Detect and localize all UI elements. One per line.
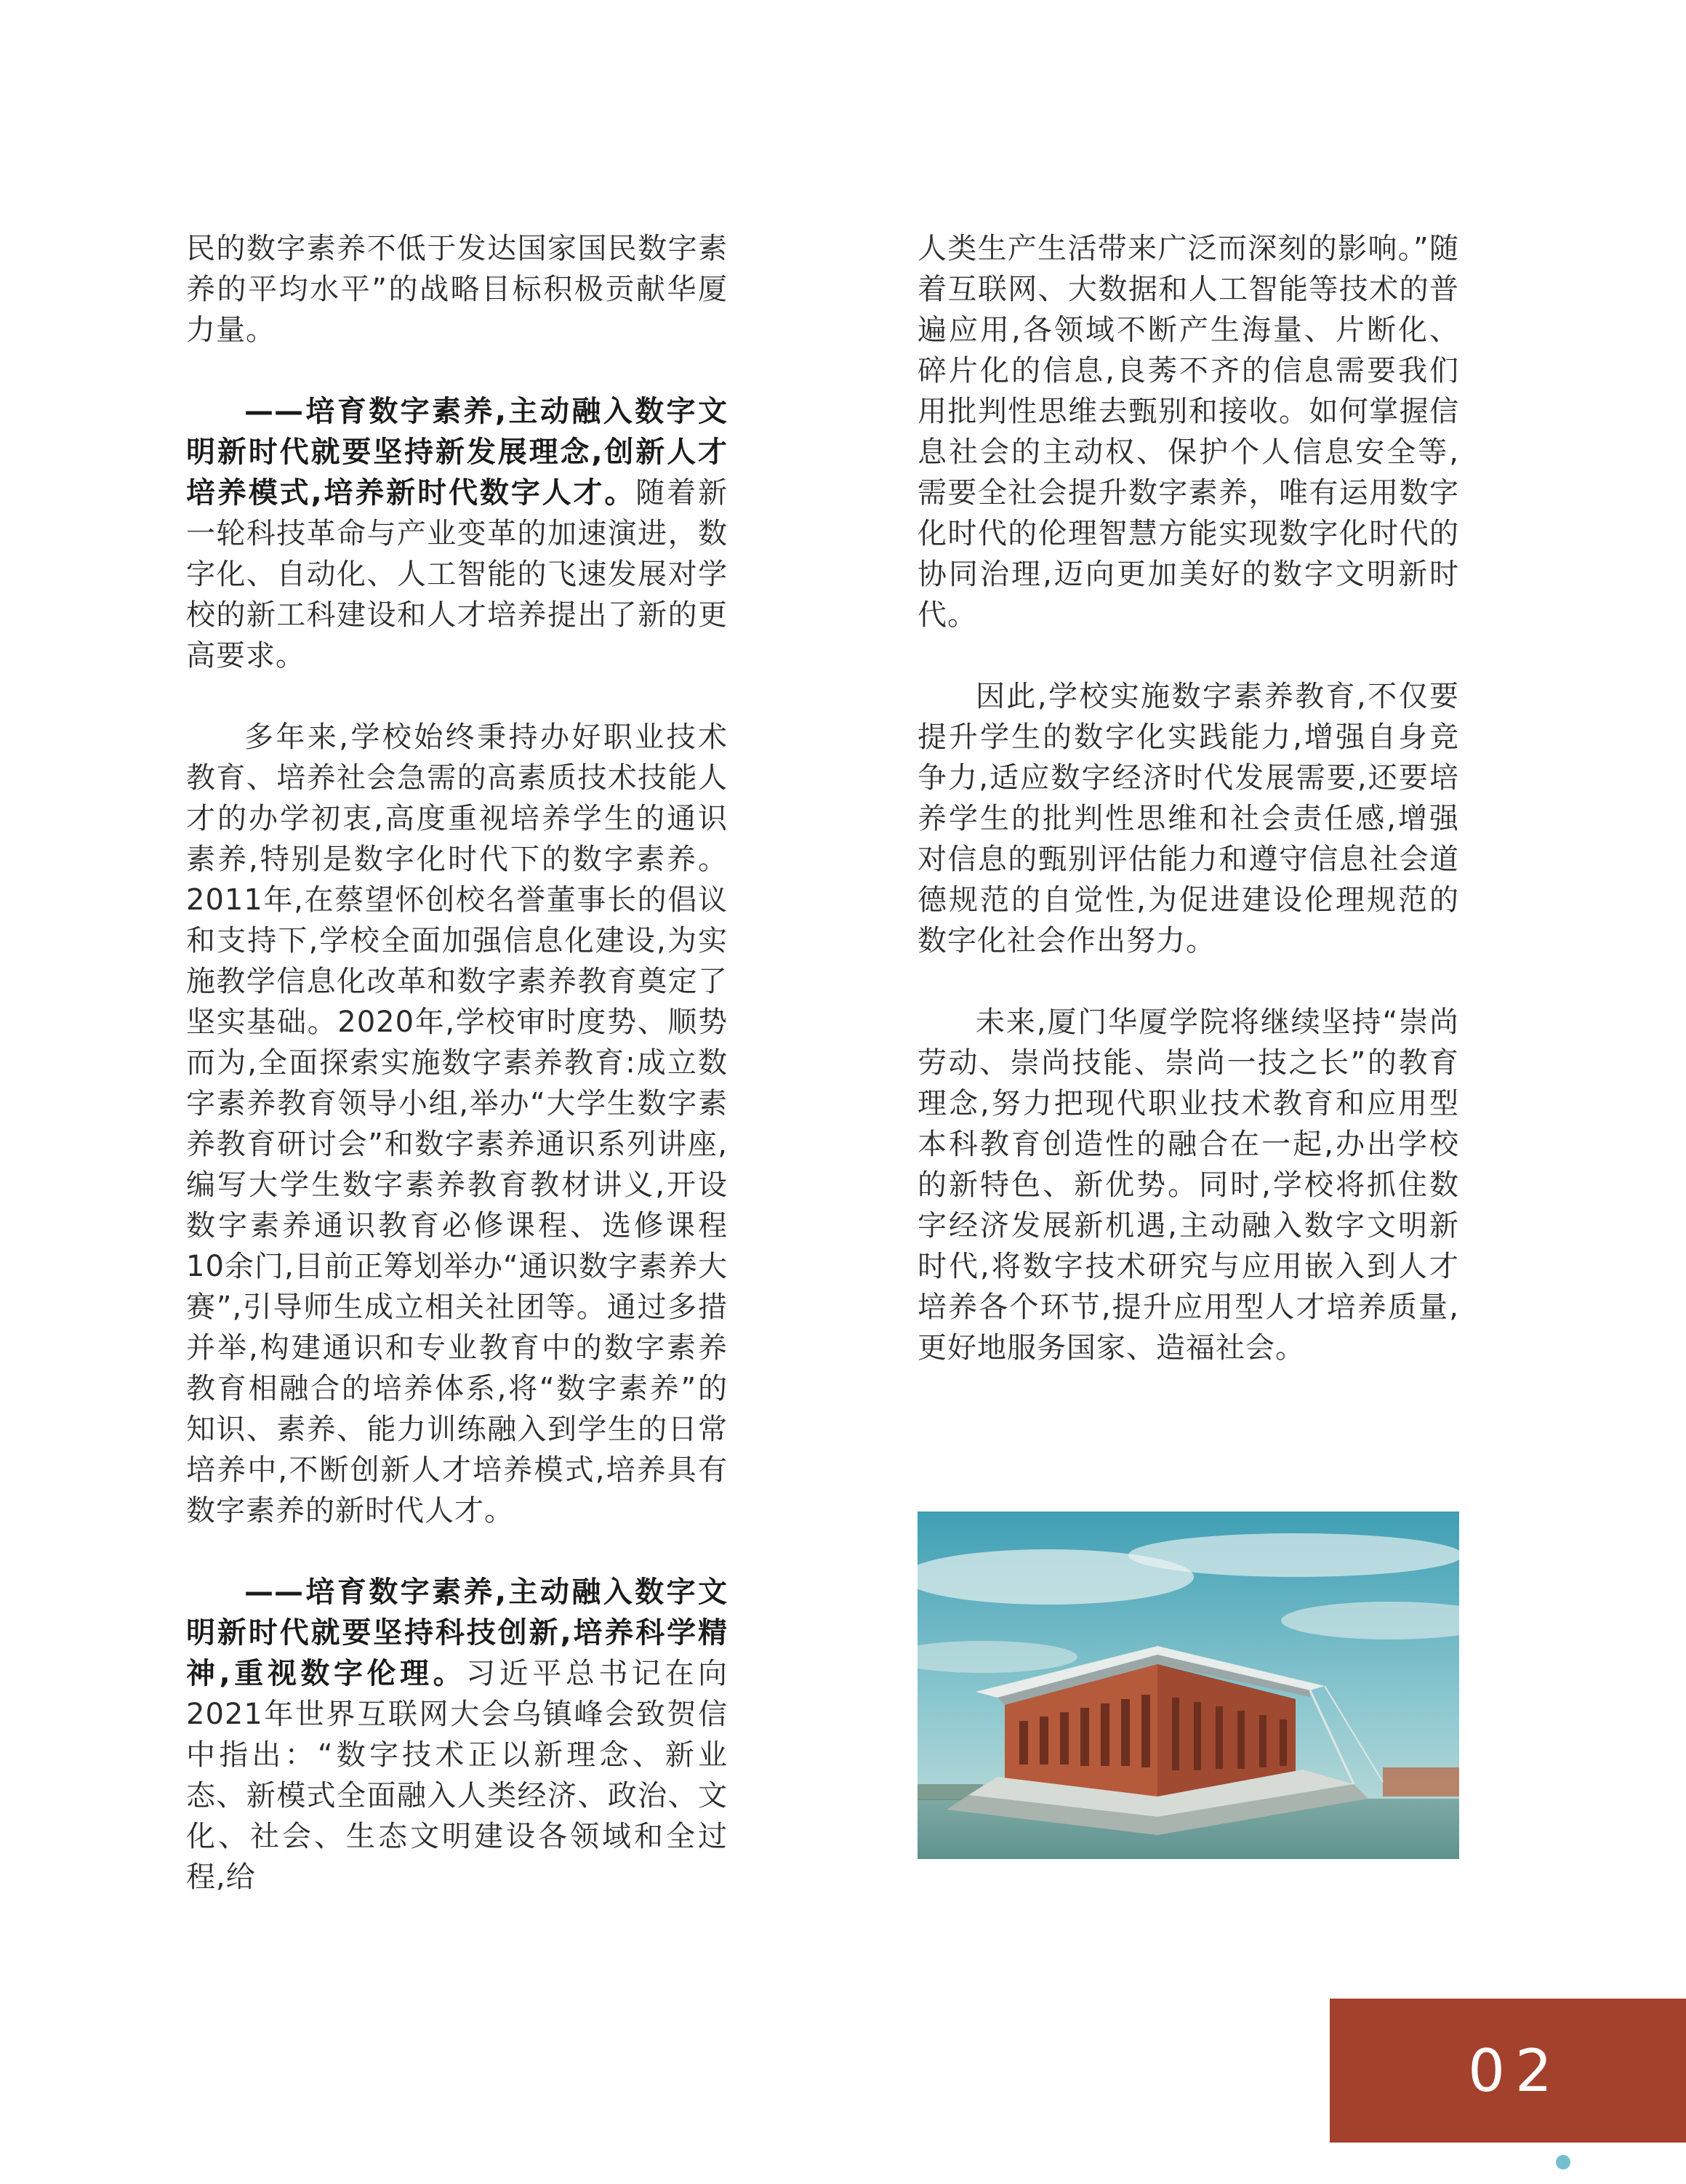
left-text-column	[186, 228, 728, 1938]
paragraph-continued: 民的数字素养不低于发达国家国民数字素养的平均水平”的战略目标积极贡献华厦力量。	[186, 232, 728, 347]
watermark-logo-icon	[1549, 2148, 1578, 2177]
paragraph-continued: 人类生产生活带来广泛而深刻的影响。”随着互联网、大数据和人工智能等技术的普遍应用,各领域不断产生海量、片断化、碎片化的信息,良莠不齐的信息需要我们用批判性思维去甄别和接收。如何掌握信息社会的主动权、保护个人信息安全等,需要全社会提升数字素养，唯有运用数字化时代的伦理智慧方能实现数字化时代的协同治理,迈向更加美好的数字文明新时代。	[918, 232, 1459, 632]
paragraph-heading-new-development	[186, 391, 728, 676]
watermark-text: 酷数据	[1583, 2152, 1651, 2177]
paragraph-heading-tech-innovation	[186, 1572, 728, 1898]
paragraph-body: 随着新一轮科技革命与产业变革的加速演进，数字化、自动化、人工智能的飞速发展对学校的新工科建设和人才培养提出了新的更高要求。	[186, 476, 728, 673]
campus-building-photo	[918, 1511, 1459, 1859]
paragraph-bold-lead: ——培育数字素养,主动融入数字文明新时代就要坚持科技创新,培养科学精神,重视数字伦理。	[186, 1575, 728, 1690]
right-text-column	[918, 228, 1459, 1409]
site-watermark	[1549, 2145, 1651, 2180]
paragraph-future: 未来,厦门华厦学院将继续坚持“崇尚劳动、崇尚技能、崇尚一技之长”的教育理念,努力把现代职业技术教育和应用型本科教育创造性的融合在一起,办出学校的新特色、新优势。同时,学校将抓住数字经济发展新机遇,主动融入数字文明新时代,将数字技术研究与应用嵌入到人才培养各个环节,提升应用型人才培养质量,更好地服务国家、造福社会。	[918, 1005, 1459, 1365]
paragraph-school-history: 多年来,学校始终秉持办好职业技术教育、培养社会急需的高素质技术技能人才的办学初衷,高度重视培养学生的通识素养,特别是数字化时代下的数字素养。2011年,在蔡望怀创校名誉董事长的倡议和支持下,学校全面加强信息化建设,为实施教学信息化改革和数字素养教育奠定了坚实基础。2020年,学校审时度势、顺势而为,全面探索实施数字素养教育:成立数字素养教育领导小组,举办“大学生数字素养教育研讨会”和数字素养通识系列讲座,编写大学生数字素养教育教材讲义,开设数字素养通识教育必修课程、选修课程10余门,目前正筹划举办“通识数字素养大赛”,引导师生成立相关社团等。通过多措并举,构建通识和专业教育中的数字素养教育相融合的培养体系,将“数字素养”的知识、素养、能力训练融入到学生的日常培养中,不断创新人才培养模式,培养具有数字素养的新时代人才。	[186, 720, 728, 1527]
page-number-box	[1330, 1999, 1686, 2143]
paragraph-bold-lead: ——培育数字素养,主动融入数字文明新时代就要坚持新发展理念,创新人才培养模式,培养新时代数字人才。	[186, 395, 728, 510]
page-number: 02	[1468, 2036, 1562, 2105]
paragraph-body: 习近平总书记在向2021年世界互联网大会乌镇峰会致贺信中指出：“数字技术正以新理念、新业态、新模式全面融入人类经济、政治、文化、社会、生态文明建设各领域和全过程,给	[186, 1657, 728, 1894]
paragraph-therefore: 因此,学校实施数字素养教育,不仅要提升学生的数字化实践能力,增强自身竞争力,适应数字经济时代发展需要,还要培养学生的批判性思维和社会责任感,增强对信息的甄别评估能力和遵守信息社会道德规范的自觉性,为促进建设伦理规范的数字化社会作出努力。	[918, 680, 1459, 957]
